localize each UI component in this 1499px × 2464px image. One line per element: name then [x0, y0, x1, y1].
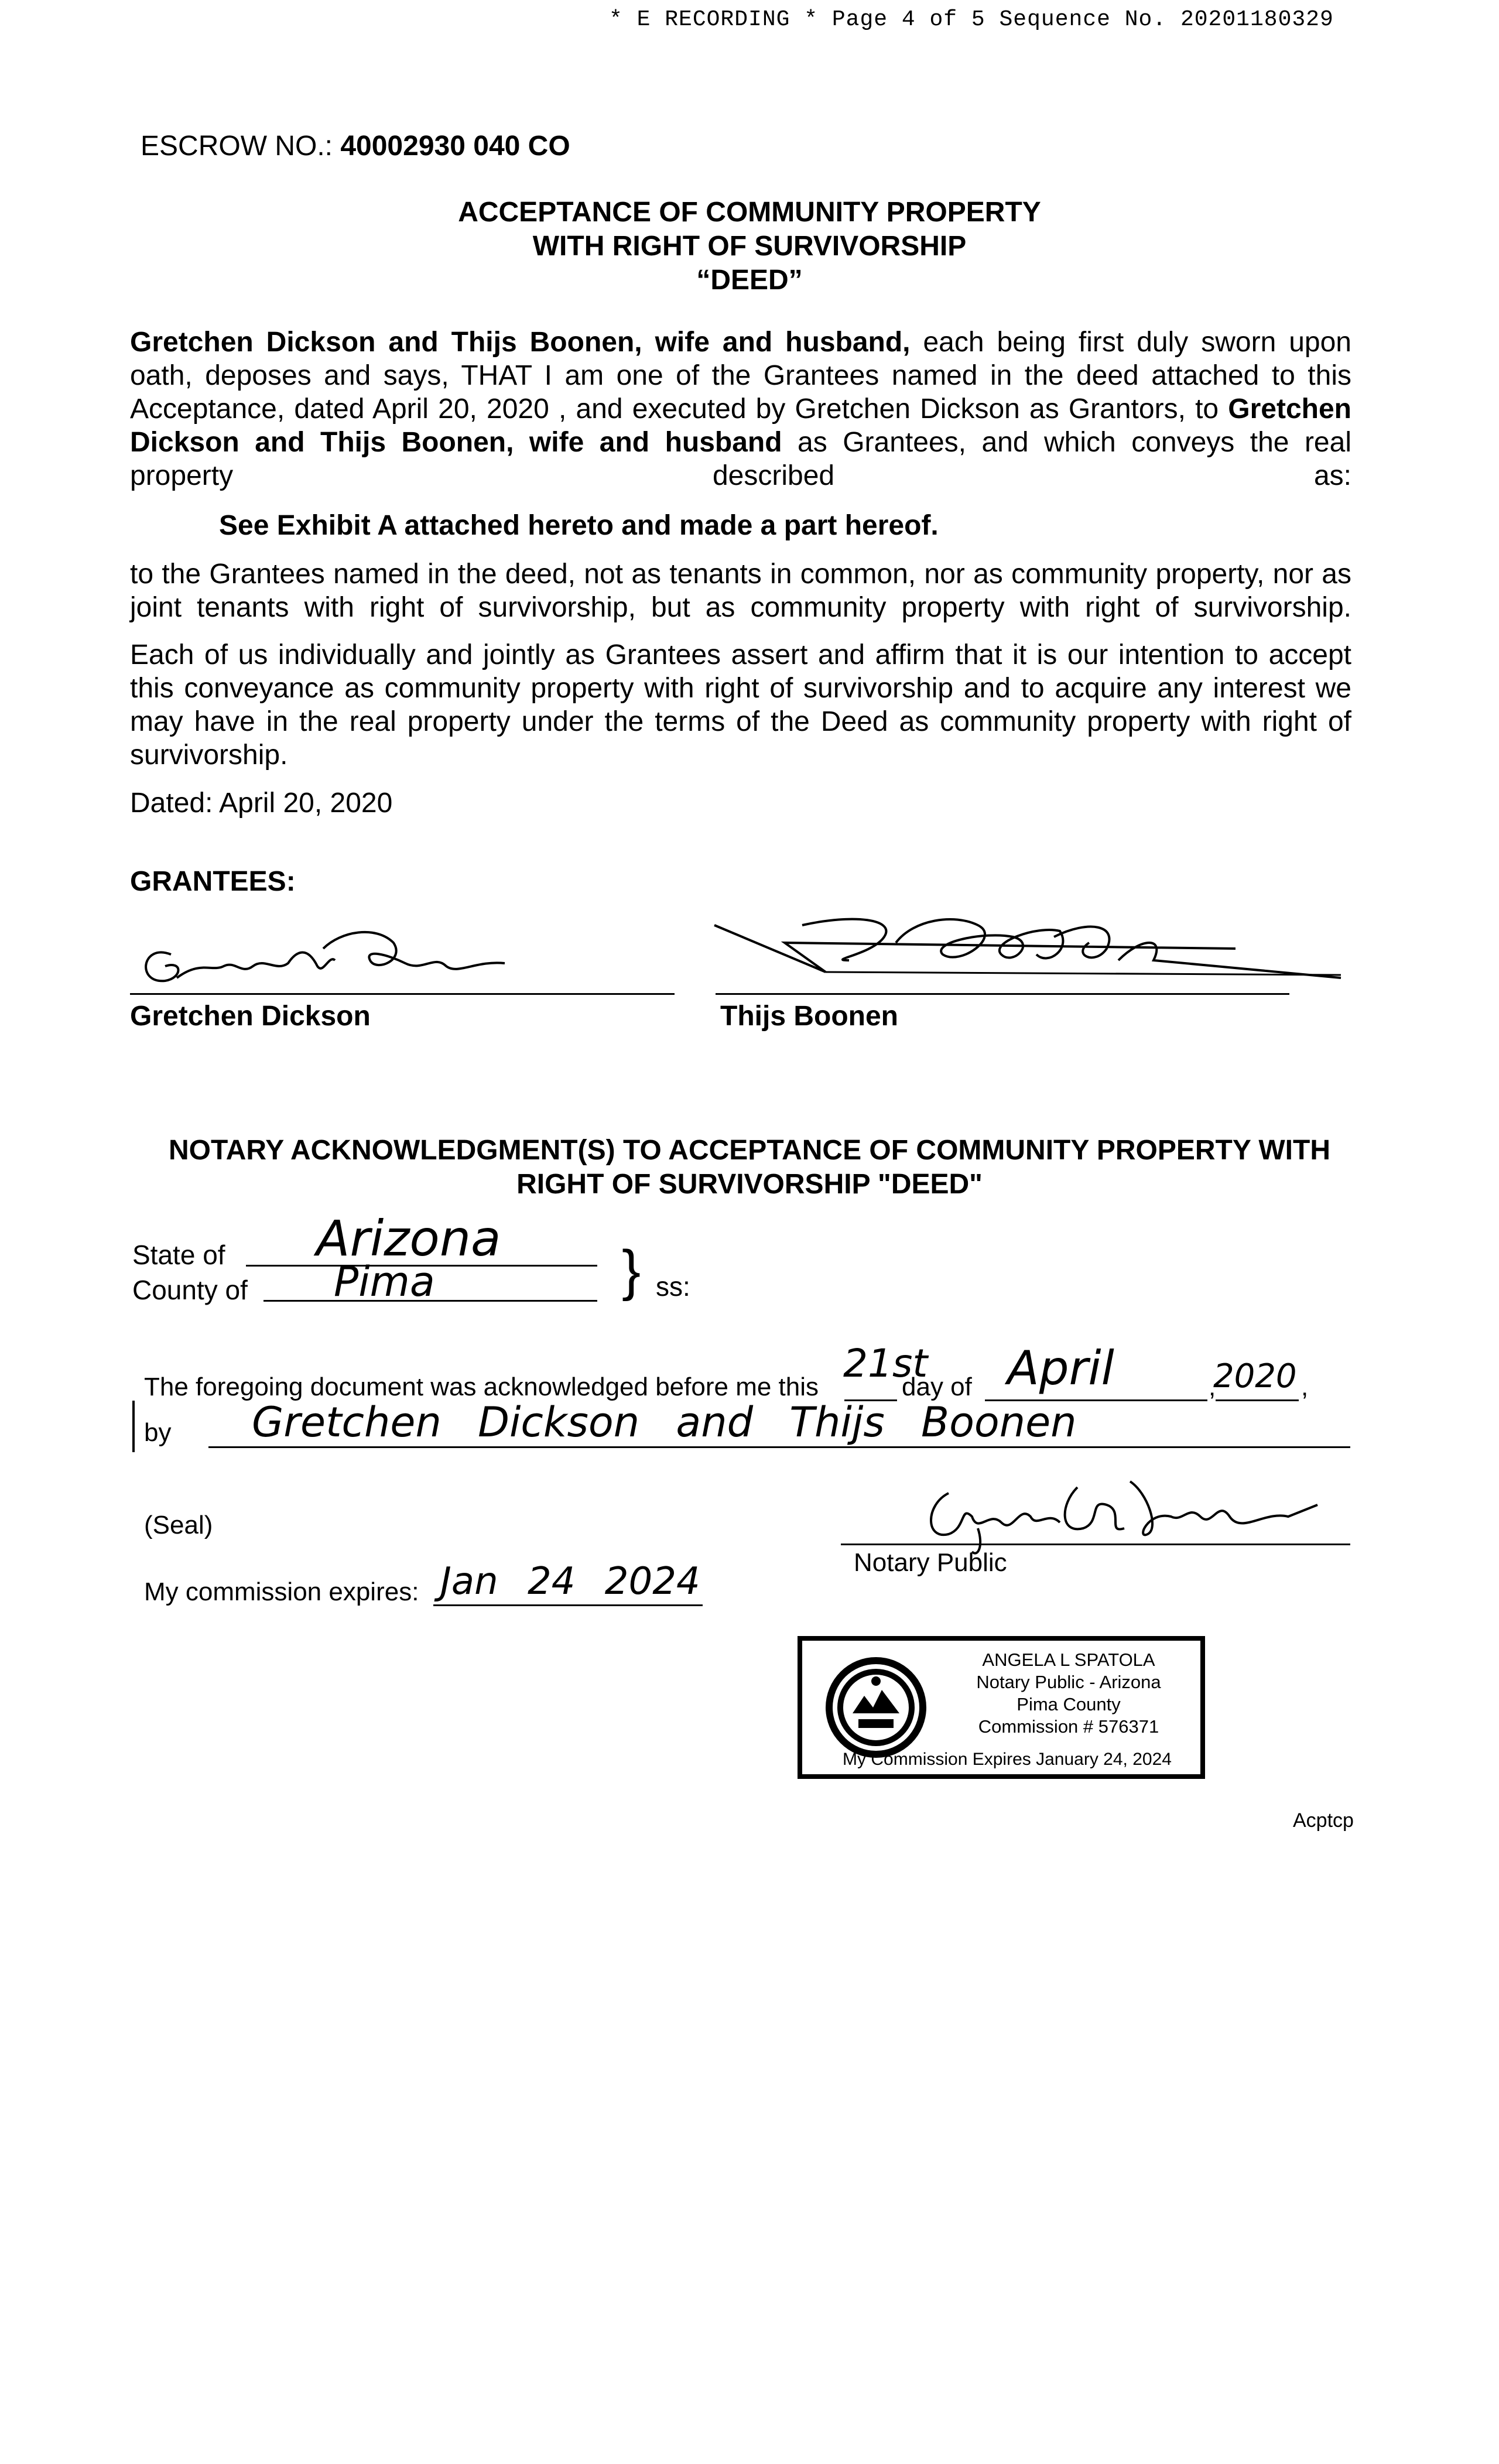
affidavit-text-a: each being first duly sworn upon oath, deposes and says, THAT I am one of the Grantees named in the deed attached to this Acceptance, dated April 20, 2020 , and executed by Gretchen Dickson as Grantors, to	[130, 327, 1352, 425]
by-label: by	[144, 1418, 172, 1447]
notary-stamp	[798, 1636, 1205, 1779]
grantors-names: Gretchen Dickson and Thijs Boonen, wife and husband,	[130, 327, 911, 358]
exhibit-reference: See Exhibit A attached hereto and made a part hereof.	[219, 510, 939, 541]
month-value: April	[1007, 1341, 1114, 1395]
commission-label: My commission expires:	[144, 1577, 419, 1606]
stamp-notary-name: ANGELA L SPATOLA	[982, 1649, 1155, 1670]
intention-paragraph: Each of us individually and jointly as Grantees assert and affirm that it is our intention to accept this conveyance as community property with right of survivorship and to acquire any interest we may have in the real property under the terms of the Deed as community property with right of survivorship.	[130, 639, 1351, 771]
commission-line	[433, 1604, 703, 1606]
stamp-commission-number: Commission # 576371	[978, 1716, 1159, 1737]
escrow-number	[141, 130, 570, 162]
escrow-value: 40002930 040 CO	[340, 131, 570, 162]
acknowledgment-text: The foregoing document was acknowledged before me this	[144, 1373, 819, 1401]
commission-value: Jan 24 2024	[440, 1560, 700, 1603]
escrow-label: ESCROW NO.:	[141, 131, 341, 162]
notary-heading-line1: NOTARY ACKNOWLEDGMENT(S) TO ACCEPTANCE OF COMMUNITY PROPERTY WITH	[169, 1135, 1330, 1166]
county-label: County of	[132, 1275, 248, 1305]
affidavit-paragraph	[130, 326, 1351, 526]
ss-label: ss:	[656, 1271, 690, 1302]
grantees-names: Gretchen Dickson and Thijs Boonen, wife and husband	[130, 393, 1351, 458]
notary-signature-line	[841, 1544, 1350, 1545]
grantees-heading: GRANTEES:	[130, 866, 296, 897]
year-line	[1216, 1399, 1299, 1401]
state-label: State of	[132, 1240, 225, 1270]
stamp-county: Pima County	[1017, 1694, 1121, 1714]
by-value: Gretchen Dickson and Thijs Boonen	[252, 1398, 1077, 1446]
tenancy-paragraph: to the Grantees named in the deed, not as tenants in common, nor as community property, nor as joint tenants with right of survivorship, but as community property with right of survivorship.	[130, 559, 1351, 623]
grantee2-signature	[709, 902, 1353, 1007]
seal-label: (Seal)	[144, 1511, 213, 1539]
recording-header: * E RECORDING * Page 4 of 5 Sequence No. 20201180329	[609, 7, 1334, 32]
stamp-notary-title: Notary Public - Arizona	[976, 1672, 1161, 1692]
affidavit-text-b: as Grantees, and which conveys the real property described as:	[130, 427, 1351, 491]
month-year-comma: ,	[1209, 1373, 1216, 1401]
year-value: 2020	[1213, 1357, 1297, 1395]
doc-title-line3: “DEED”	[696, 265, 803, 296]
grantee1-signature-line	[130, 993, 675, 995]
county-value: Pima	[334, 1258, 435, 1306]
stamp-expiration: My Commission Expires January 24, 2024	[843, 1750, 1172, 1769]
state-value: Arizona	[316, 1210, 501, 1267]
doc-title-line1: ACCEPTANCE OF COMMUNITY PROPERTY	[458, 197, 1041, 228]
notary-public-label: Notary Public	[854, 1548, 1007, 1577]
year-trailing-comma: ,	[1301, 1373, 1309, 1401]
document-code: Acptcp	[1293, 1809, 1354, 1832]
notary-heading-line2: RIGHT OF SURVIVORSHIP "DEED"	[516, 1169, 983, 1200]
day-value: 21st	[843, 1341, 928, 1386]
by-line	[208, 1446, 1350, 1448]
arizona-seal-icon	[823, 1655, 929, 1760]
grantee1-signature	[130, 919, 516, 1001]
grantee2-signature-line	[716, 993, 1289, 995]
grantee1-name: Gretchen Dickson	[130, 1001, 371, 1032]
dated-line: Dated: April 20, 2020	[130, 788, 393, 819]
doc-title-line2: WITH RIGHT OF SURVIVORSHIP	[532, 231, 967, 262]
day-of-label: day of	[902, 1373, 972, 1401]
venue-brace: }	[622, 1239, 641, 1302]
margin-tick	[132, 1401, 135, 1452]
grantee2-name: Thijs Boonen	[720, 1001, 898, 1032]
